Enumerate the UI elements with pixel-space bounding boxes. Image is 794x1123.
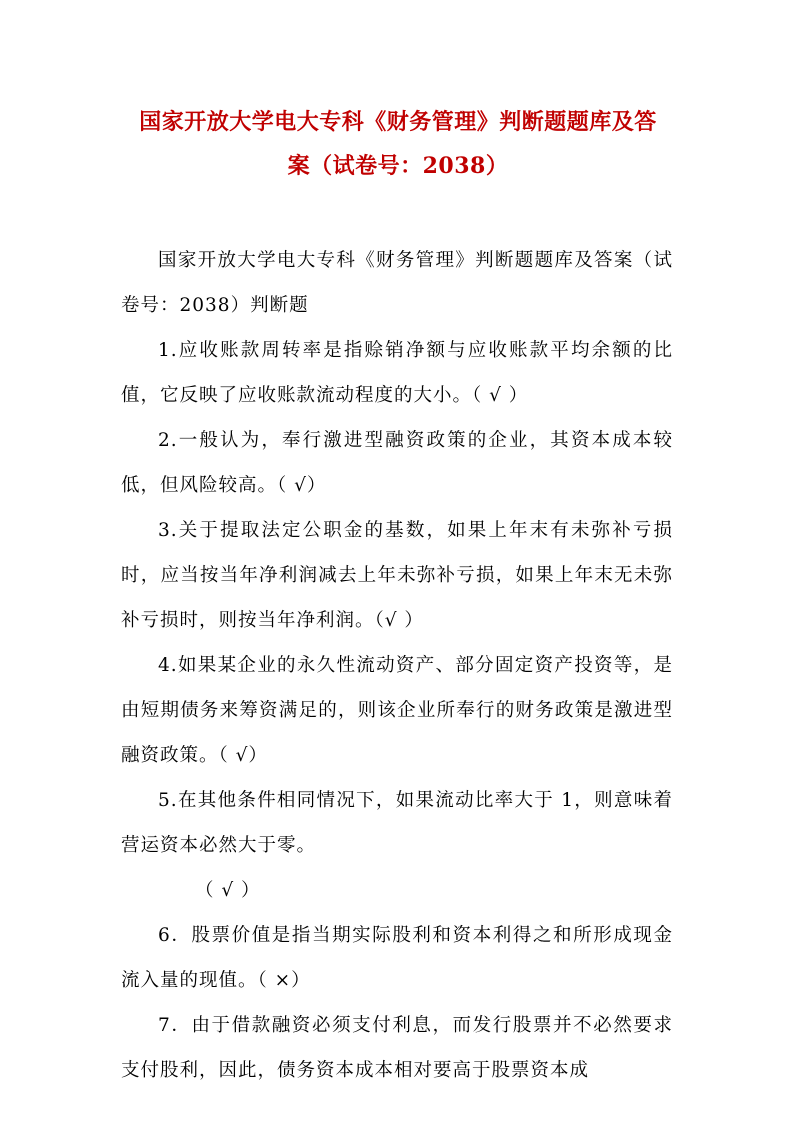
question-5-answer: （ √ ） (195, 880, 261, 901)
document-body (121, 238, 673, 1093)
question-5: 5.在其他条件相同情况下，如果流动比率大于 1，则意味着营运资本必然大于零。 (121, 790, 673, 856)
question-2: 2.一般认为，奉行激进型融资政策的企业，其资本成本较低，但风险较高。（ √） (121, 430, 673, 496)
document-title (112, 100, 684, 188)
question-3: 3.关于提取法定公职金的基数，如果上年末有未弥补亏损时，应当按当年净利润减去上年未弥补亏损，如果上年末无未弥补亏损时，则按当年净利润。（√ ） (121, 520, 673, 631)
intro-paragraph: 国家开放大学电大专科《财务管理》判断题题库及答案（试卷号：2038）判断题 (121, 250, 673, 316)
question-6: 6．股票价值是指当期实际股利和资本利得之和所形成现金流入量的现值。（ ×） (121, 925, 673, 991)
question-7: 7．由于借款融资必须支付利息，而发行股票并不必然要求支付股利，因此，债务资本成本相对要高于股票资本成 (121, 1015, 673, 1081)
question-4: 4.如果某企业的永久性流动资产、部分固定资产投资等，是由短期债务来筹资满足的，则该企业所奉行的财务政策是激进型融资政策。（ √） (121, 655, 673, 766)
title-line-2: 案（试卷号：2038） (287, 153, 509, 179)
title-line-1: 国家开放大学电大专科《财务管理》判断题题库及答 (139, 109, 657, 135)
question-1: 1.应收账款周转率是指赊销净额与应收账款平均余额的比值，它反映了应收账款流动程度的大小。（ √ ） (121, 340, 673, 406)
